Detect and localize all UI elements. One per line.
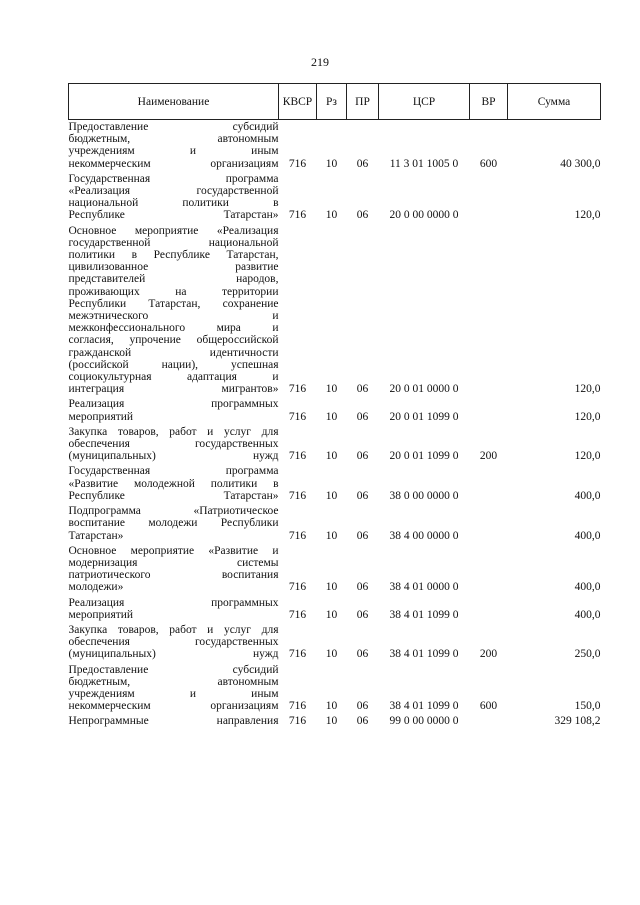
row-name-line: обеспечения государственных bbox=[68, 438, 279, 451]
cell-kvsr: 716 bbox=[288, 529, 307, 542]
cell-csr: 38 4 01 1099 0 bbox=[389, 700, 459, 713]
header-sum: Сумма bbox=[508, 84, 601, 120]
table-row bbox=[69, 224, 601, 398]
table-row bbox=[69, 544, 601, 596]
row-name-line: цивилизованное развитие bbox=[68, 261, 279, 274]
row-name-line: Непрограммные направления bbox=[68, 715, 279, 728]
row-name-line: Предоставление субсидий bbox=[68, 121, 279, 133]
cell-csr: 20 0 01 0000 0 bbox=[389, 383, 459, 396]
row-name-line: бюджетным, автономным bbox=[68, 133, 279, 146]
header-kvsr: КВСР bbox=[279, 84, 317, 120]
cell-csr: 38 4 00 0000 0 bbox=[389, 529, 459, 542]
cell-rz: 10 bbox=[325, 700, 338, 713]
cell-kvsr: 716 bbox=[288, 157, 307, 170]
cell-vr bbox=[470, 224, 508, 398]
cell-kvsr: 716 bbox=[288, 700, 307, 713]
row-name-line: согласия, упрочение общероссийской bbox=[68, 334, 279, 347]
cell-pr: 06 bbox=[356, 581, 369, 594]
row-name bbox=[69, 464, 279, 504]
row-name-line: Предоставление субсидий bbox=[68, 663, 279, 676]
row-name-line: интеграция мигрантов» bbox=[68, 383, 279, 396]
cell-rz: 10 bbox=[325, 410, 338, 423]
cell-kvsr: 716 bbox=[288, 581, 307, 594]
cell-pr: 06 bbox=[356, 157, 369, 170]
row-name-line: бюджетным, автономным bbox=[68, 675, 279, 688]
row-name bbox=[69, 504, 279, 544]
cell-sum: 400,0 bbox=[574, 608, 601, 621]
cell-sum: 400,0 bbox=[574, 529, 601, 542]
cell-kvsr: 716 bbox=[288, 715, 307, 728]
row-name bbox=[69, 224, 279, 398]
row-name-line: Реализация программных bbox=[68, 596, 279, 609]
row-name-line: межэтнического и bbox=[68, 310, 279, 323]
row-name bbox=[69, 596, 279, 623]
cell-kvsr: 716 bbox=[288, 608, 307, 621]
page-number: 219 bbox=[311, 55, 329, 69]
cell-rz: 10 bbox=[325, 529, 338, 542]
cell-vr bbox=[470, 464, 508, 504]
row-name-line: обеспечения государственных bbox=[68, 636, 279, 649]
cell-csr: 20 0 01 1099 0 bbox=[389, 410, 459, 423]
cell-pr: 06 bbox=[356, 648, 369, 661]
row-name-line: Государственная программа bbox=[68, 172, 279, 185]
cell-pr: 06 bbox=[356, 450, 369, 463]
row-name-line: национальной политики в bbox=[68, 197, 279, 210]
cell-kvsr: 716 bbox=[288, 383, 307, 396]
cell-sum: 40 300,0 bbox=[560, 157, 601, 170]
cell-kvsr: 716 bbox=[288, 489, 307, 502]
row-name-line: «Реализация государственной bbox=[68, 185, 279, 198]
cell-sum: 120,0 bbox=[574, 209, 601, 222]
cell-vr bbox=[470, 714, 508, 729]
row-name-line: (муниципальных) нужд bbox=[68, 648, 279, 661]
cell-pr: 06 bbox=[356, 715, 369, 728]
cell-rz: 10 bbox=[325, 157, 338, 170]
row-name bbox=[69, 544, 279, 596]
cell-sum: 329 108,2 bbox=[554, 715, 601, 728]
cell-kvsr: 716 bbox=[288, 648, 307, 661]
row-name-line: некоммерческим организациям bbox=[68, 157, 279, 170]
row-name-line: социокультурная адаптация и bbox=[68, 371, 279, 384]
row-name-line: (муниципальных) нужд bbox=[68, 450, 279, 463]
header-rz: Рз bbox=[317, 84, 347, 120]
cell-pr: 06 bbox=[356, 529, 369, 542]
cell-vr: 600 bbox=[479, 700, 498, 713]
cell-vr bbox=[470, 172, 508, 224]
row-name bbox=[69, 714, 279, 729]
row-name-line: мероприятий bbox=[68, 410, 134, 423]
row-name-line: модернизация системы bbox=[68, 556, 279, 569]
row-name-line: некоммерческим организациям bbox=[68, 700, 279, 713]
cell-rz: 10 bbox=[325, 383, 338, 396]
cell-rz: 10 bbox=[325, 648, 338, 661]
cell-vr bbox=[470, 596, 508, 623]
cell-vr: 200 bbox=[479, 450, 498, 463]
row-name bbox=[69, 425, 279, 465]
cell-pr: 06 bbox=[356, 209, 369, 222]
cell-kvsr: 716 bbox=[288, 450, 307, 463]
row-name-line: Реализация программных bbox=[68, 398, 279, 411]
table-row bbox=[69, 504, 601, 544]
table-body bbox=[69, 120, 601, 730]
cell-rz: 10 bbox=[325, 450, 338, 463]
row-name-line: молодежи» bbox=[68, 581, 124, 594]
cell-rz: 10 bbox=[325, 209, 338, 222]
cell-rz: 10 bbox=[325, 489, 338, 502]
cell-csr: 20 0 01 1099 0 bbox=[389, 450, 459, 463]
row-name-line: воспитание молодежи Республики bbox=[68, 517, 279, 530]
cell-csr: 38 4 01 1099 0 bbox=[389, 648, 459, 661]
row-name-line: Государственная программа bbox=[68, 465, 279, 478]
cell-vr bbox=[470, 544, 508, 596]
row-name-line: учреждениям и иным bbox=[68, 687, 279, 700]
table-row bbox=[69, 397, 601, 424]
header-vr: ВР bbox=[470, 84, 508, 120]
cell-kvsr: 716 bbox=[288, 410, 307, 423]
row-name-line: Подпрограмма «Патриотическое bbox=[68, 505, 279, 518]
cell-sum: 150,0 bbox=[574, 700, 601, 713]
row-name-line: межконфессионального мира и bbox=[68, 322, 279, 335]
header-name: Наименование bbox=[69, 84, 279, 120]
table-row bbox=[69, 714, 601, 729]
row-name bbox=[69, 120, 279, 172]
cell-rz: 10 bbox=[325, 715, 338, 728]
row-name-line: учреждениям и иным bbox=[68, 145, 279, 158]
row-name-line: политики в Республике Татарстан, bbox=[68, 249, 279, 262]
cell-csr: 38 0 00 0000 0 bbox=[389, 489, 459, 502]
row-name-line: (российской нации), успешная bbox=[68, 358, 279, 371]
table-row bbox=[69, 464, 601, 504]
row-name-line: представителей народов, bbox=[68, 273, 279, 286]
cell-pr: 06 bbox=[356, 700, 369, 713]
header-row bbox=[69, 84, 601, 120]
row-name-line: Республике Татарстан» bbox=[68, 489, 279, 502]
row-name bbox=[69, 172, 279, 224]
cell-csr: 38 4 01 1099 0 bbox=[389, 608, 459, 621]
cell-sum: 120,0 bbox=[574, 450, 601, 463]
cell-sum: 400,0 bbox=[574, 581, 601, 594]
row-name-line: Закупка товаров, работ и услуг для bbox=[68, 425, 279, 438]
row-name-line: Республики Татарстан, сохранение bbox=[68, 297, 279, 310]
row-name-line: государственной национальной bbox=[68, 236, 279, 249]
cell-rz: 10 bbox=[325, 581, 338, 594]
table-row bbox=[69, 172, 601, 224]
row-name-line: Республике Татарстан» bbox=[68, 209, 279, 222]
cell-pr: 06 bbox=[356, 608, 369, 621]
cell-csr: 99 0 00 0000 0 bbox=[389, 715, 459, 728]
header-csr: ЦСР bbox=[379, 84, 470, 120]
row-name-line: Татарстан» bbox=[68, 529, 124, 542]
cell-pr: 06 bbox=[356, 383, 369, 396]
cell-sum: 120,0 bbox=[574, 383, 601, 396]
row-name bbox=[69, 397, 279, 424]
table-row bbox=[69, 425, 601, 465]
row-name-line: патриотического воспитания bbox=[68, 569, 279, 582]
cell-vr bbox=[470, 504, 508, 544]
cell-vr bbox=[470, 397, 508, 424]
row-name-line: Основное мероприятие «Реализация bbox=[68, 224, 279, 237]
cell-csr: 38 4 01 0000 0 bbox=[389, 581, 459, 594]
table-row bbox=[69, 623, 601, 663]
row-name bbox=[69, 663, 279, 715]
cell-vr: 600 bbox=[479, 157, 498, 170]
row-name-line: проживающих на территории bbox=[68, 285, 279, 298]
cell-sum: 400,0 bbox=[574, 489, 601, 502]
row-name-line: гражданской идентичности bbox=[68, 346, 279, 359]
cell-pr: 06 bbox=[356, 489, 369, 502]
row-name bbox=[69, 623, 279, 663]
cell-vr: 200 bbox=[479, 648, 498, 661]
table-row bbox=[69, 596, 601, 623]
header-pr: ПР bbox=[347, 84, 379, 120]
cell-csr: 20 0 00 0000 0 bbox=[389, 209, 459, 222]
cell-sum: 250,0 bbox=[574, 648, 601, 661]
row-name-line: «Развитие молодежной политики в bbox=[68, 477, 279, 490]
cell-kvsr: 716 bbox=[288, 209, 307, 222]
table-row bbox=[69, 120, 601, 172]
cell-csr: 11 3 01 1005 0 bbox=[389, 157, 459, 170]
cell-sum: 120,0 bbox=[574, 410, 601, 423]
row-name-line: мероприятий bbox=[68, 608, 134, 621]
cell-pr: 06 bbox=[356, 410, 369, 423]
budget-table bbox=[68, 83, 601, 730]
cell-rz: 10 bbox=[325, 608, 338, 621]
row-name-line: Закупка товаров, работ и услуг для bbox=[68, 623, 279, 636]
table-row bbox=[69, 663, 601, 715]
row-name-line: Основное мероприятие «Развитие и bbox=[68, 544, 279, 557]
